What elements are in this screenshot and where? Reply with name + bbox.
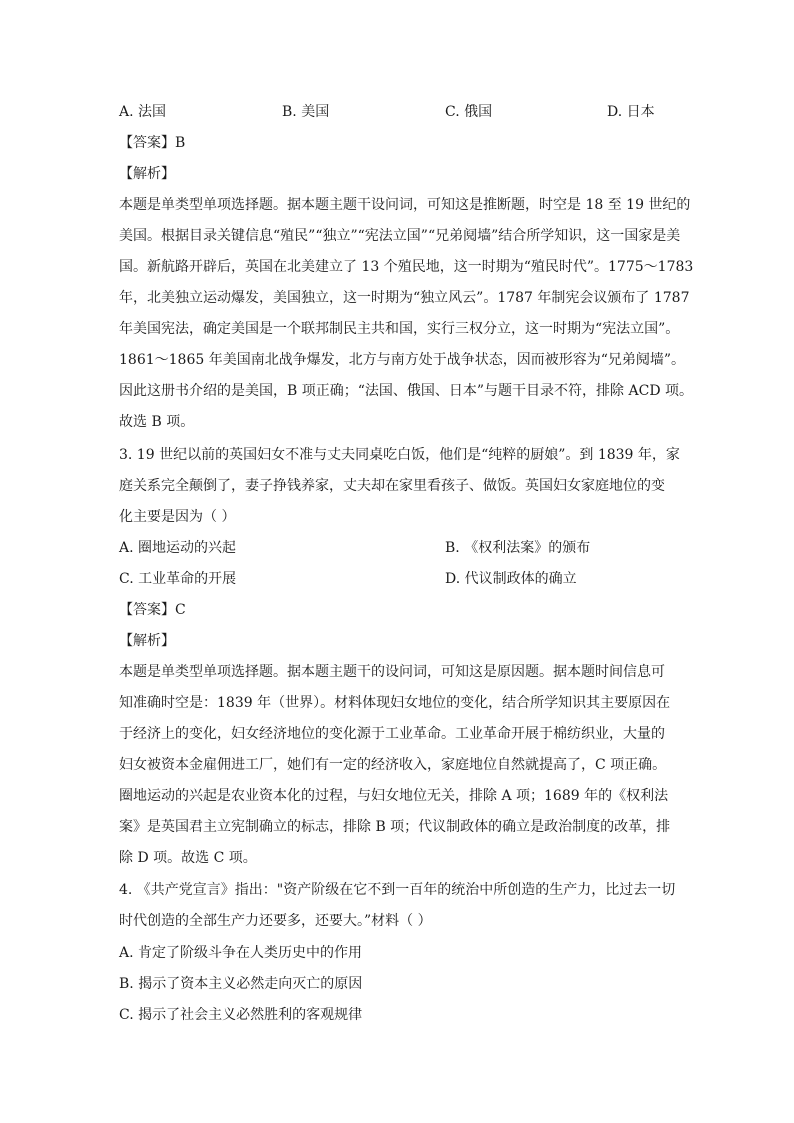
q3-analysis-line: 妇女被资本金雇佣进工厂，她们有一定的经济收入，家庭地位自然就提高了，C 项正确。	[119, 757, 667, 773]
q2-analysis-line: 故选 B 项。	[119, 414, 195, 430]
q2-analysis-line: 因此这册书介绍的是美国，B 项正确；“法国、俄国、日本”与题干目录不符，排除 ACD 项。	[119, 383, 693, 399]
q4-option-c[interactable]: C. 揭示了社会主义必然胜利的客观规律	[119, 1007, 363, 1023]
q2-analysis-line: 年美国宪法，确定美国是一个联邦制民主共和国，实行三权分立，这一时期为“宪法立国”。	[119, 321, 680, 337]
q2-analysis-line: 1861～1865 年美国南北战争爆发，北方与南方处于战争状态，因而被形容为“兄弟阋墙”。	[119, 352, 686, 368]
q3-analysis-line: 除 D 项。故选 C 项。	[119, 850, 257, 866]
q2-option-d[interactable]: D. 日本	[607, 104, 655, 120]
q3-option-c[interactable]: C. 工业革命的开展	[119, 571, 237, 587]
q3-analysis-line: 本题是单类型单项选择题。据本题主题干的设问词，可知这是原因题。据本题时间信息可	[119, 664, 665, 680]
q3-stem-line: 庭关系完全颠倒了，妻子挣钱养家，丈夫却在家里看孩子、做饭。英国妇女家庭地位的变	[119, 478, 665, 494]
q2-option-c[interactable]: C. 俄国	[445, 104, 493, 120]
q3-answer: 【答案】C	[119, 602, 186, 618]
q2-analysis-line: 年，北美独立运动爆发，美国独立，这一时期为“独立风云”。1787 年制宪会议颁布了 1787	[119, 290, 690, 306]
q2-analysis-line: 国。新航路开辟后，英国在北美建立了 13 个殖民地，这一时期为“殖民时代”。1775～1783	[119, 259, 694, 275]
q3-analysis-title: 【解析】	[119, 633, 175, 649]
q2-analysis-line: 本题是单类型单项选择题。据本题主题干设问词，可知这是推断题，时空是 18 至 19 世纪的	[119, 197, 691, 213]
q2-option-a[interactable]: A. 法国	[119, 104, 167, 120]
q2-answer: 【答案】B	[119, 135, 186, 151]
q2-option-b[interactable]: B. 美国	[282, 104, 330, 120]
q2-analysis-line: 美国。根据目录关键信息“殖民”“独立”“宪法立国”“兄弟阋墙”结合所学知识，这一国家是美	[119, 228, 681, 244]
q3-analysis-line: 知准确时空是：1839 年（世界）。材料体现妇女地位的变化，结合所学知识其主要原因在	[119, 695, 671, 711]
q2-analysis-title: 【解析】	[119, 166, 175, 182]
q3-stem-line: 化主要是因为（ ）	[119, 509, 236, 525]
q3-analysis-line: 于经济上的变化，妇女经济地位的变化源于工业革命。工业革命开展于棉纺织业，大量的	[119, 726, 665, 742]
q4-stem-line: 时代创造的全部生产力还要多，还要大。”材料（ ）	[119, 913, 432, 929]
q3-option-a[interactable]: A. 圈地运动的兴起	[119, 540, 237, 556]
q4-option-b[interactable]: B. 揭示了资本主义必然走向灭亡的原因	[119, 976, 363, 992]
q4-stem-line: 4. 《共产党宣言》指出："资产阶级在它不到一百年的统治中所创造的生产力，比过去一切	[119, 882, 676, 898]
q4-option-a[interactable]: A. 肯定了阶级斗争在人类历史中的作用	[119, 945, 363, 961]
q3-option-d[interactable]: D. 代议制政体的确立	[445, 571, 577, 587]
q3-analysis-line: 案》是英国君主立宪制确立的标志，排除 B 项；代议制政体的确立是政治制度的改革，排	[119, 819, 671, 835]
q3-stem-line: 3. 19 世纪以前的英国妇女不准与丈夫同桌吃白饭，他们是“纯粹的厨娘”。到 1839 年，家	[119, 447, 680, 463]
q3-analysis-line: 圈地运动的兴起是农业资本化的过程，与妇女地位无关，排除 A 项；1689 年的《权利法	[119, 788, 669, 804]
q3-option-b[interactable]: B. 《权利法案》的颁布	[445, 540, 591, 556]
